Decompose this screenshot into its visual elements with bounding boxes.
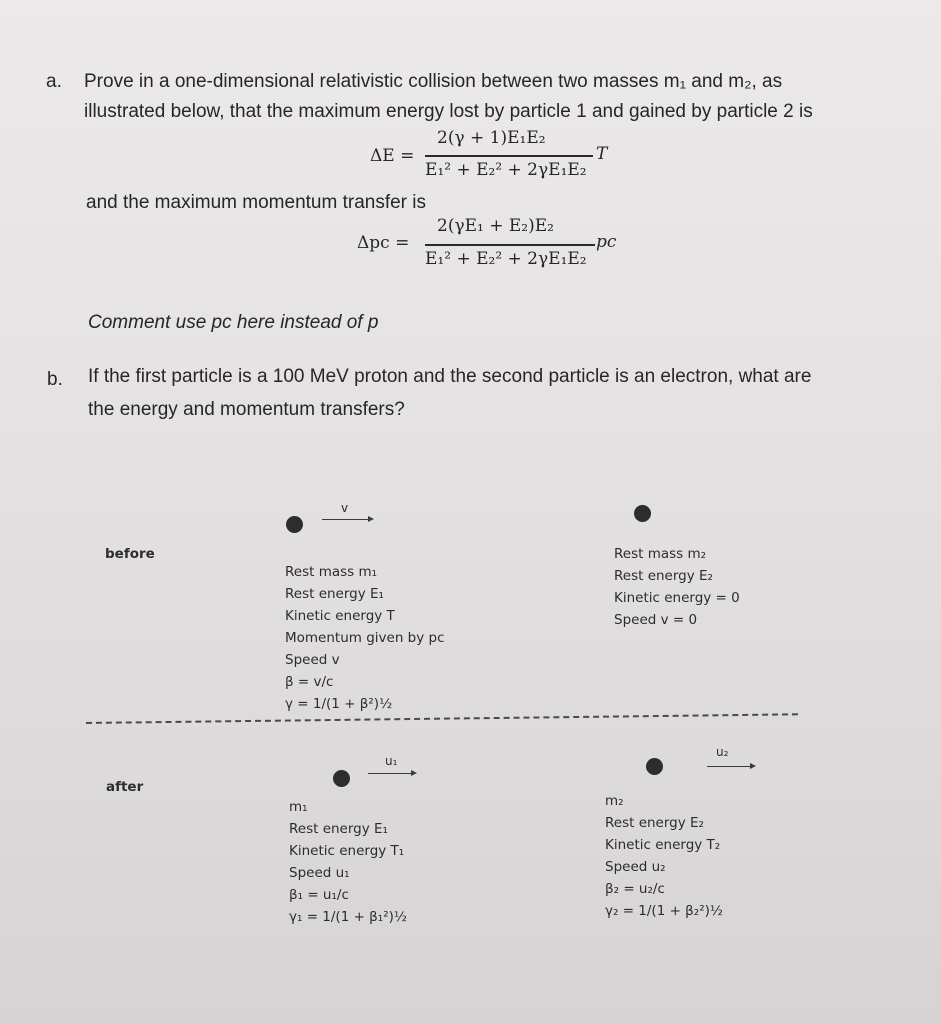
part-a-text-line2: illustrated below, that the maximum energy lost by particle 1 and gained by particle 2 is — [84, 101, 813, 122]
p2-rest-energy: Rest energy E₂ — [614, 568, 713, 584]
p1-after-gamma: γ₁ = 1/(1 + β₁²)½ — [289, 909, 407, 925]
velocity-u2-label: u₂ — [716, 745, 729, 759]
p1-beta: β = v/c — [285, 674, 334, 690]
velocity-u2-arrow — [707, 766, 754, 767]
p2-speed: Speed v = 0 — [614, 612, 698, 628]
eq2-lhs: Δpc = — [357, 233, 410, 253]
before-label: before — [105, 546, 155, 562]
p2-after-kinetic-energy: Kinetic energy T₂ — [605, 837, 721, 853]
p1-rest-mass: Rest mass m₁ — [285, 564, 378, 580]
p2-after-speed: Speed u₂ — [605, 859, 666, 875]
particle-2-after — [646, 758, 663, 775]
particle-2-before-props — [614, 543, 740, 631]
part-b-label: b. — [47, 369, 63, 390]
eq2-factor: pc — [596, 232, 617, 252]
particle-2-before — [634, 505, 651, 522]
eq1-numerator: 2(γ + 1)E₁E₂ — [437, 128, 546, 148]
p2-after-gamma: γ₂ = 1/(1 + β₂²)½ — [605, 903, 723, 919]
velocity-u1-arrow — [368, 773, 415, 774]
p1-after-beta: β₁ = u₁/c — [289, 887, 349, 903]
p1-after-mass: m₁ — [289, 799, 308, 815]
part-b-text-line2: the energy and momentum transfers? — [88, 399, 405, 420]
particle-1-after-props — [289, 796, 407, 928]
after-label: after — [106, 779, 144, 795]
velocity-u1-label: u₁ — [385, 754, 398, 768]
velocity-v-arrow — [322, 519, 372, 520]
between-text: and the maximum momentum transfer is — [86, 192, 427, 213]
p1-kinetic-energy: Kinetic energy T — [285, 608, 395, 624]
p2-after-rest-energy: Rest energy E₂ — [605, 815, 704, 831]
p1-after-speed: Speed u₁ — [289, 865, 350, 881]
p1-momentum: Momentum given by pc — [285, 630, 445, 646]
velocity-v-label: v — [341, 501, 349, 515]
p2-kinetic-energy: Kinetic energy = 0 — [614, 590, 740, 606]
part-b-text-line1: If the first particle is a 100 MeV proton and the second particle is an electron, what are — [88, 366, 812, 387]
eq2-denominator: E₁² + E₂² + 2γE₁E₂ — [425, 249, 587, 269]
eq1-fraction-bar — [425, 155, 593, 157]
eq1-lhs: ΔE = — [370, 146, 415, 166]
eq2-fraction-bar — [425, 244, 595, 246]
part-a-text-line1: Prove in a one-dimensional relativistic collision between two masses m₁ and m₂, as — [84, 71, 783, 92]
p1-rest-energy: Rest energy E₁ — [285, 586, 384, 602]
p1-speed: Speed v — [285, 652, 340, 668]
eq1-factor: T — [596, 144, 608, 164]
p2-after-mass: m₂ — [605, 793, 624, 809]
p1-gamma: γ = 1/(1 + β²)½ — [285, 696, 393, 712]
p2-after-beta: β₂ = u₂/c — [605, 881, 665, 897]
particle-2-after-props — [605, 790, 723, 922]
particle-1-after — [333, 770, 350, 787]
part-a-label: a. — [46, 71, 62, 92]
eq1-denominator: E₁² + E₂² + 2γE₁E₂ — [425, 160, 587, 180]
eq2-numerator: 2(γE₁ + E₂)E₂ — [437, 216, 554, 236]
p1-after-rest-energy: Rest energy E₁ — [289, 821, 388, 837]
particle-1-before-props — [285, 561, 445, 715]
particle-1-before — [286, 516, 303, 533]
p1-after-kinetic-energy: Kinetic energy T₁ — [289, 843, 405, 859]
comment-text: Comment use pc here instead of p — [88, 312, 379, 333]
p2-rest-mass: Rest mass m₂ — [614, 546, 707, 562]
